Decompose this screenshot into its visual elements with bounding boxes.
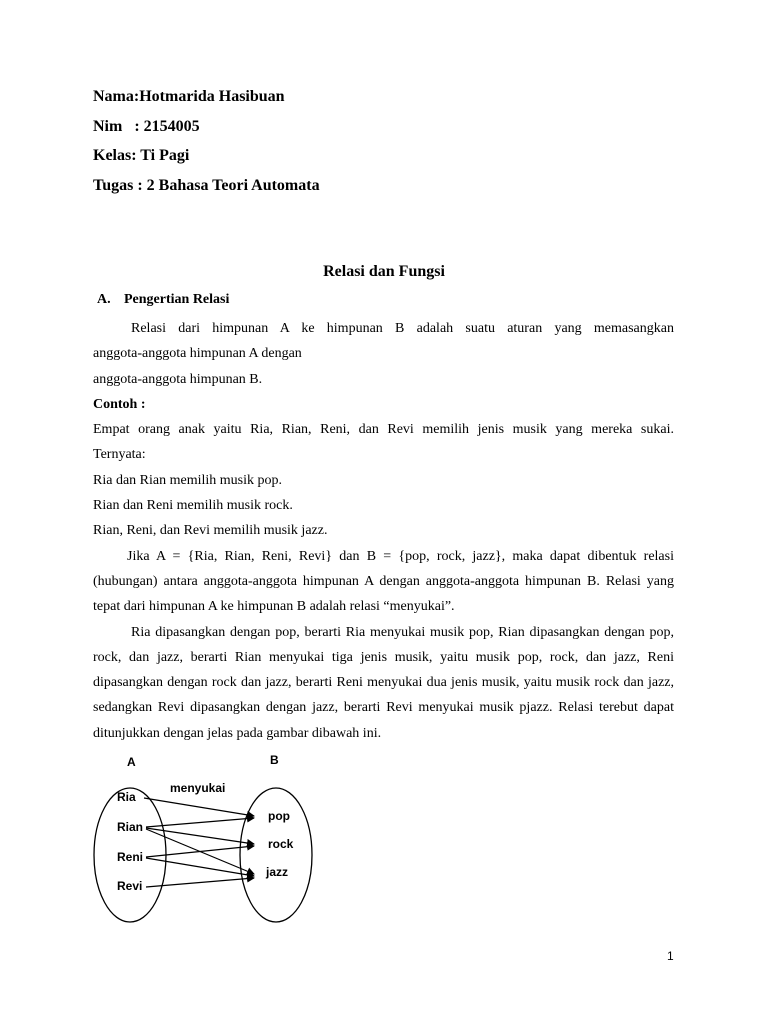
relation-arrow — [146, 878, 254, 887]
document-title: Relasi dan Fungsi — [323, 263, 445, 280]
example-line-2: Ternyata: — [93, 447, 146, 463]
student-name: Nama:Hotmarida Hasibuan — [93, 88, 285, 105]
b-item: jazz — [266, 865, 289, 879]
student-class: Kelas: Ti Pagi — [93, 147, 190, 164]
b-item: rock — [268, 837, 294, 851]
explanation-paragraph: Ria dipasangkan dengan pop, berarti Ria menyukai musik pop, Rian dipasangkan dengan pop, rock, dan jazz, berarti Rian menyukai tiga jenis musik, yaitu musik pop, rock, dan jazz, Reni dipasangkan dengan rock dan jazz, berarti Reni menyukai dua jenis musik, yaitu musik rock dan jazz, sedangkan Revi dipasangkan dengan jazz, berarti Revi menyukai musik pjazz. Relasi terebut dapat ditunjukkan dengan jelas pada gambar dibawah ini. — [93, 624, 674, 741]
section-letter: A. — [97, 292, 111, 307]
example-line-4: Rian dan Reni memilih musik rock. — [93, 498, 293, 514]
example-line-1: Empat orang anak yaitu Ria, Rian, Reni, dan Revi memilih jenis musik yang mereka sukai. — [93, 422, 674, 438]
relation-label: menyukai — [170, 781, 226, 795]
relation-paragraph: Jika A = {Ria, Rian, Reni, Revi} dan B = {pop, rock, jazz}, maka dapat dibentuk relasi (hubungan) antara anggota-anggota himpunan A dengan anggota-anggota himpunan B. Relasi yang tepat dari himpunan A ke himpunan B adalah relasi “menyukai”. — [93, 548, 674, 615]
section-heading — [97, 292, 229, 308]
student-header — [93, 86, 320, 204]
set-a-label: A — [127, 755, 136, 769]
a-item: Revi — [117, 879, 143, 893]
b-item: pop — [268, 809, 290, 823]
student-nim: Nim : 2154005 — [93, 117, 200, 135]
relation-arrow — [144, 798, 254, 816]
example-line-5: Rian, Reni, dan Revi memilih musik jazz. — [93, 523, 328, 539]
set-b-label: B — [270, 753, 279, 767]
relation-arrow — [146, 846, 254, 857]
assignment-title: Tugas : 2 Bahasa Teori Automata — [93, 176, 320, 194]
a-item: Ria — [117, 790, 136, 804]
a-item: Rian — [117, 820, 144, 834]
example-label: Contoh : — [93, 396, 146, 412]
definition-line-1: Relasi dari himpunan A ke himpunan B adalah suatu aturan yang memasangkan — [131, 321, 674, 336]
relation-diagram — [90, 748, 330, 928]
body-text — [93, 316, 674, 746]
page-number: 1 — [667, 949, 674, 963]
definition-line-3: anggota-anggota himpunan B. — [93, 371, 263, 387]
example-line-3: Ria dan Rian memilih musik pop. — [93, 472, 282, 488]
definition-line-2: anggota-anggota himpunan A dengan — [93, 346, 302, 362]
section-title: Pengertian Relasi — [124, 292, 230, 307]
a-item: Reni — [117, 850, 144, 864]
